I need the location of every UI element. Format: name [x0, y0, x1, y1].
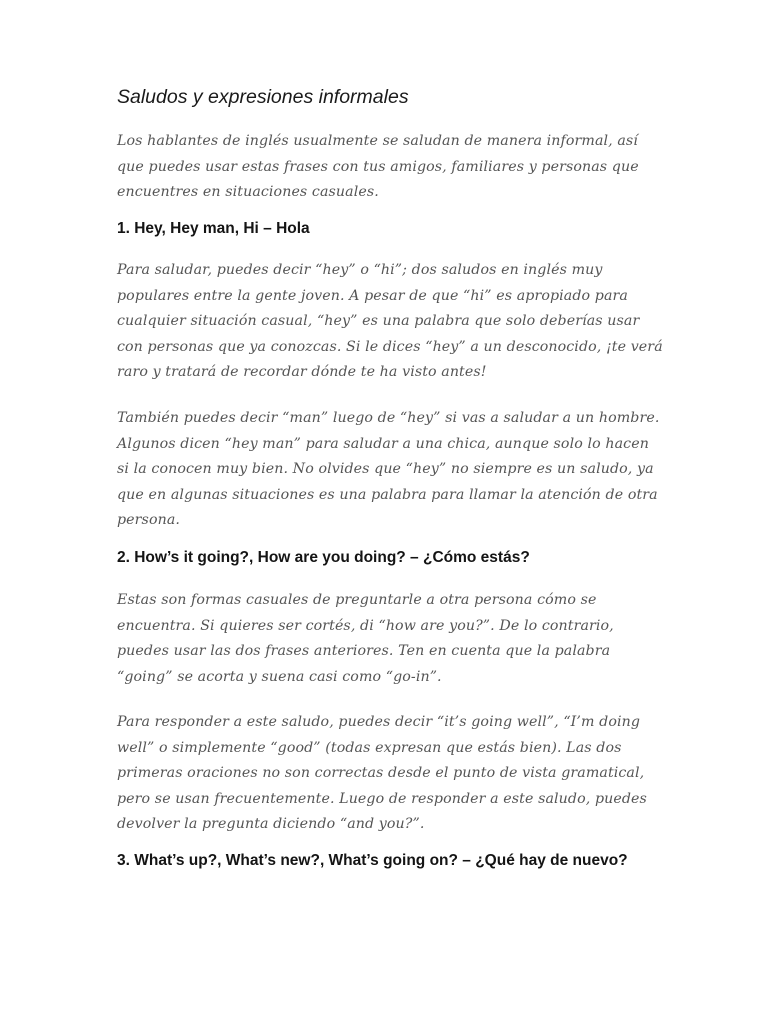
- document-title: Saludos y expresiones informales: [117, 86, 409, 108]
- section-2-paragraph-1: Estas son formas casuales de preguntarle a otra persona cómo se encuentra. Si quieres ser cortés, di “how are you?”. De lo contrario, puedes usar las dos frases anteriores. Ten en cuenta que la palabra “going” se acorta y suena casi como “go-in”.: [117, 592, 614, 685]
- intro-paragraph: Los hablantes de inglés usualmente se saludan de manera informal, así que puedes usar estas frases con tus amigos, familiares y personas que encuentres en situaciones casuales.: [117, 133, 639, 200]
- section-heading-2: 2. How’s it going?, How are you doing? – ¿Cómo estás?: [117, 549, 530, 566]
- section-1-paragraph-1: Para saludar, puedes decir “hey” o “hi”; dos saludos en inglés muy populares entre la gente joven. A pesar de que “hi” es apropiado para cualquier situación casual, “hey” es una palabra que solo deberías usar con personas que ya conozcas. Si le dices “hey” a un desconocido, ¡te verá raro y tratará de recordar dónde te ha visto antes!: [117, 262, 663, 380]
- section-heading-3: 3. What’s up?, What’s new?, What’s going on? – ¿Qué hay de nuevo?: [117, 852, 628, 869]
- section-1-paragraph-2: También puedes decir “man” luego de “hey” si vas a saludar a un hombre. Algunos dicen “hey man” para saludar a una chica, aunque solo lo hacen si la conocen muy bien. No olvides que “hey” no siempre es un saludo, ya que en algunas situaciones es una palabra para llamar la atención de otra persona.: [117, 410, 660, 528]
- section-2-paragraph-2: Para responder a este saludo, puedes decir “it’s going well”, “I’m doing well” o simplemente “good” (todas expresan que estás bien). Las dos primeras oraciones no son correctas desde el punto de vista gramatical, pero se usan frecuentemente. Luego de responder a este saludo, puedes devolver la pregunta diciendo “and you?”.: [117, 714, 647, 832]
- section-heading-1: 1. Hey, Hey man, Hi – Hola: [117, 220, 310, 237]
